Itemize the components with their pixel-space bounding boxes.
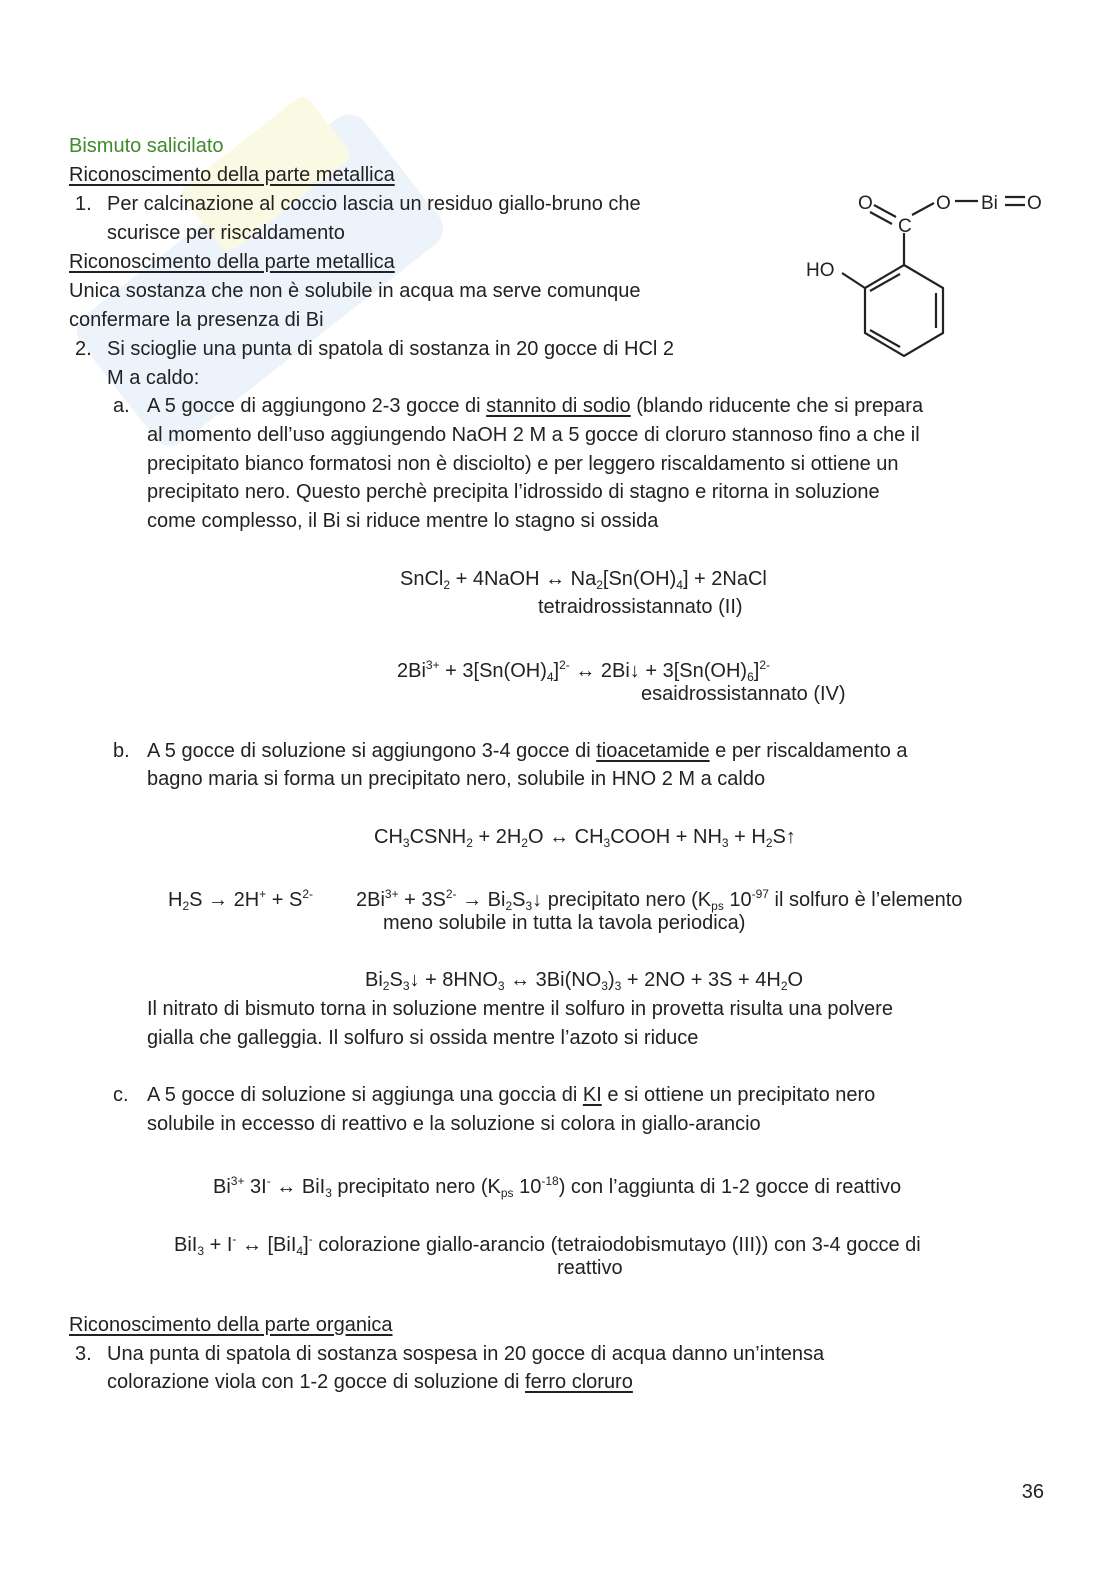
- equation-b1: $CH_3CSNH_2 + 2H_2O$ ↔ $CH_3COOH + NH_3$ + $H_2S↑$: [374, 826, 796, 850]
- item1-line2: scurisce per riscaldamento: [107, 222, 345, 244]
- equation-a2: $2Bi^{3+} + 3[Sn(OH)_4]^{2-}$ ↔ 2Bi↓ + $3[Sn(OH)_6]^{2-}$: [397, 658, 770, 684]
- sub-a-line3: precipitato bianco formatosi non è disciolto) e per leggero riscaldamento si ottiene un: [147, 453, 899, 475]
- sub-b-paragraph2: gialla che galleggia. Il solfuro si ossida mentre l’azoto si riduce: [147, 1027, 699, 1049]
- stannito-link: stannito di sodio: [486, 395, 631, 417]
- equation-c1: $Bi^{3+}$ 3I- ↔ BiI$_3$ precipitato nero ($K_{ps}$ $10^{-18}$) con l’aggiunta di 1-2 gocce di reattivo: [213, 1174, 902, 1200]
- sub-c-label: c.: [113, 1084, 129, 1106]
- sub-c-line1: A 5 gocce di soluzione si aggiunga una goccia di KI e si ottiene un precipitato nero: [147, 1084, 876, 1106]
- item2-line2: M a caldo:: [107, 367, 200, 389]
- bismuth-salicylate-structure: [800, 175, 1070, 365]
- item3-number: 3.: [75, 1343, 92, 1365]
- intro-line2: confermare la presenza di Bi: [69, 309, 324, 331]
- section-organic: Riconoscimento della parte organica: [69, 1314, 393, 1336]
- section-metal-2: Riconoscimento della parte metallica: [69, 251, 395, 273]
- equation-a1-caption: tetraidrossistannato (II): [538, 596, 743, 618]
- heading: Bismuto salicilato: [69, 135, 224, 157]
- intro-line1: Unica sostanza che non è solubile in acqua ma serve comunque: [69, 280, 641, 302]
- ki-link: KI: [582, 1084, 602, 1106]
- sub-a-line4: precipitato nero. Questo perchè precipita l’idrossido di stagno e ritorna in soluzione: [147, 481, 880, 503]
- equation-b2-ion: $H_2S \to 2H^+ + S^{2-}$: [168, 887, 313, 913]
- carbon-label: C: [898, 216, 912, 237]
- sub-a-line2: al momento dell’uso aggiungendo NaOH 2 M a 5 gocce di cloruro stannoso fino a che il: [147, 424, 920, 446]
- sub-a-label: a.: [113, 395, 130, 417]
- oxygen-carbonyl-label: O: [858, 193, 873, 214]
- equation-b3: $Bi_2S_3↓ + 8HNO_3$ ↔ $3Bi(NO_3)_3 + 2NO + 3S + 4H_2O$: [365, 969, 804, 993]
- item1-number: 1.: [75, 193, 92, 215]
- bismuth-label: Bi: [981, 193, 998, 214]
- sub-b-line1: A 5 gocce di soluzione si aggiungono 3-4 gocce di tioacetamide e per riscaldamento a: [147, 740, 908, 762]
- sub-b-line2: bagno maria si forma un precipitato nero, solubile in HNO 2 M a caldo: [147, 768, 766, 790]
- equation-b2: $2Bi^{3+} + 3S^{2-}$ → $Bi_2S_3↓$ precipitato nero ($K_{ps}$ $10^{-97}$ il solfuro è l’elemento: [356, 887, 963, 913]
- item2-number: 2.: [75, 338, 92, 360]
- item3-line1: Una punta di spatola di sostanza sospesa in 20 gocce di acqua danno un’intensa: [107, 1343, 825, 1365]
- sub-c-line2: solubile in eccesso di reattivo e la soluzione si colora in giallo-arancio: [147, 1113, 761, 1135]
- page-number: 36: [1021, 1481, 1044, 1503]
- section-metal-1: Riconoscimento della parte metallica: [69, 164, 395, 186]
- sub-b-paragraph1: Il nitrato di bismuto torna in soluzione mentre il solfuro in provetta risulta una polvere: [147, 998, 893, 1020]
- equation-c2: BiI$_3$ + I- ↔ [BiI$_4$]- colorazione giallo-arancio (tetraiodobismutayo (III)) con 3-4 gocce di: [174, 1232, 921, 1258]
- equation-c2-line2: reattivo: [557, 1257, 623, 1279]
- tioacetamide-link: tioacetamide: [596, 740, 710, 762]
- oxygen-ester-label: O: [936, 193, 951, 214]
- ferro-cloruro-link: ferro cloruro: [525, 1371, 633, 1393]
- item3-line2: colorazione viola con 1-2 gocce di soluzione di ferro cloruro: [107, 1371, 633, 1393]
- equation-b2-line2: meno solubile in tutta la tavola periodica): [383, 912, 746, 934]
- sub-a-line1: A 5 gocce di aggiungono 2-3 gocce di stannito di sodio (blando riducente che si prepara: [147, 395, 924, 417]
- item1-line1: Per calcinazione al coccio lascia un residuo giallo-bruno che: [107, 193, 641, 215]
- equation-a1: SnCl$_2$ + 4NaOH ↔ $Na_2[Sn(OH)_4]$ + 2NaCl: [400, 568, 767, 592]
- sub-b-label: b.: [113, 740, 130, 762]
- hydroxyl-label: HO: [806, 260, 835, 281]
- sub-a-line5: come complesso, il Bi si riduce mentre lo stagno si ossida: [147, 510, 659, 532]
- equation-a2-caption: esaidrossistannato (IV): [641, 683, 846, 705]
- oxygen-bi-label: O: [1027, 193, 1042, 214]
- item2-line1: Si scioglie una punta di spatola di sostanza in 20 gocce di HCl 2: [107, 338, 675, 360]
